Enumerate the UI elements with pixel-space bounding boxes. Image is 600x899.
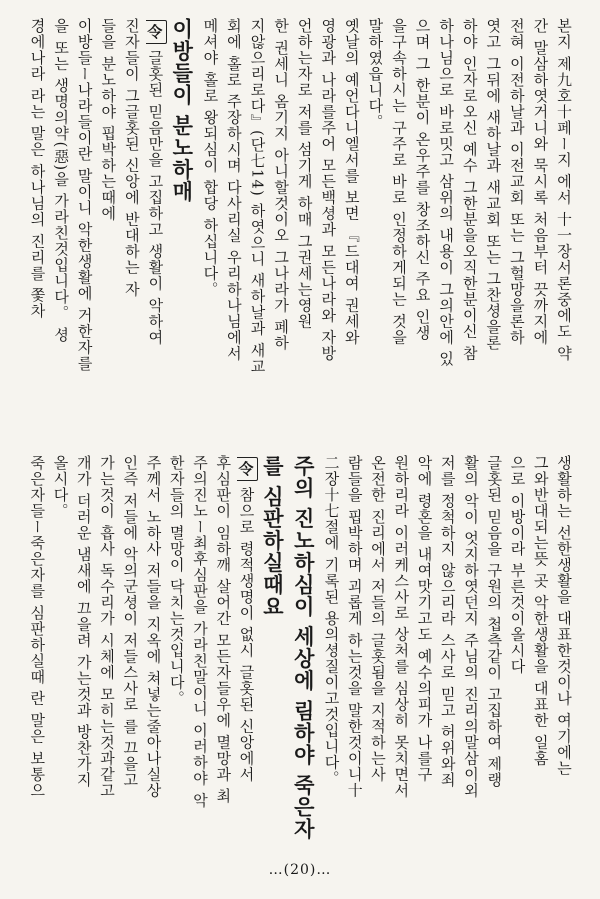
text-column bbox=[554, 18, 576, 414]
text-column bbox=[508, 455, 529, 855]
column-text: 옛날의 예언다니엘서를 보면 『드대여 권세와 bbox=[342, 18, 361, 346]
text-column bbox=[460, 18, 482, 414]
note-symbol-icon: 令 bbox=[237, 457, 258, 481]
text-column bbox=[28, 455, 49, 855]
column-text: 이방들ー나라들이란 말이니 악한생활에 거한자를 bbox=[75, 18, 94, 372]
column-text: 글홋된 믿음을 구원의 첩측같이 고집하여 제랭 bbox=[485, 455, 504, 788]
text-column bbox=[439, 455, 460, 855]
text-column bbox=[75, 18, 97, 414]
text-column bbox=[369, 455, 390, 855]
column-text: 를 심판하실때요 bbox=[260, 455, 286, 618]
column-text: 가는것이 흡사 독수리가 시체에 모히는것과같고 bbox=[97, 455, 116, 799]
text-column bbox=[437, 18, 459, 414]
text-column bbox=[295, 18, 317, 414]
text-column bbox=[531, 18, 553, 414]
column-text: 주의진노ー최후심판을 가라친말이니 이러하야 악 bbox=[190, 455, 209, 809]
text-column bbox=[462, 455, 483, 855]
text-column bbox=[52, 18, 74, 414]
column-text: 영광과 나라를주어 모든백셩과 모든나라와 자방 bbox=[319, 18, 338, 362]
text-column bbox=[342, 18, 364, 414]
text-column bbox=[484, 18, 506, 414]
column-text: 을구속하시는 구주로 바로 인정하게되는 것을 bbox=[389, 18, 408, 346]
column-text: 하야 인자로오신 예수 그한분을오직한분이신 참 bbox=[460, 18, 479, 362]
column-text: 주께서 노하사 저들을 지옥에 쳐넣는줄아나실상 bbox=[144, 455, 163, 799]
text-column bbox=[121, 455, 142, 855]
text-column bbox=[392, 455, 413, 855]
text-column bbox=[51, 455, 72, 855]
text-column bbox=[346, 455, 367, 855]
text-column bbox=[214, 455, 235, 855]
text-column bbox=[389, 18, 411, 414]
note-symbol-icon: 令 bbox=[146, 20, 168, 44]
text-column bbox=[413, 18, 435, 414]
text-column bbox=[201, 18, 223, 414]
column-text: 람들을 핍박하며 괴롭게 하는것을 말한것이니十 bbox=[345, 455, 364, 799]
column-text: 한 권세니 옴기지 아니할것이오 그나라가 페하 bbox=[272, 18, 291, 351]
text-column bbox=[507, 18, 529, 414]
text-column bbox=[248, 18, 270, 414]
text-column bbox=[28, 18, 50, 414]
column-text: 본지 제九호十페ー지 에서 十一장서론중에도 약 bbox=[555, 18, 573, 362]
column-text: 메셔야 홀로 왕되심이 합당 하십니다。 bbox=[201, 18, 220, 298]
column-text: 언하는자로 저를 섬기게 하매 그권세는영원 bbox=[295, 18, 314, 330]
column-text: 저를 정척하지 않으리라 스사로 믿고 허위와죄 bbox=[438, 455, 457, 788]
column-text: 엿고 그뒤에 새하날과 새교회 또는 그찬셩을론 bbox=[484, 18, 503, 351]
text-column bbox=[555, 455, 576, 855]
section-heading bbox=[260, 455, 289, 855]
column-text: 경에나라 라는 말은 하나님의 진리를 쫓차 bbox=[28, 18, 47, 319]
column-text: 글홋된 믿음만을 고집하고 생활이 악하여 bbox=[146, 50, 165, 346]
column-text: 二장十七절에 기록된 용의셩질이고것입니다。 bbox=[322, 455, 341, 787]
column-text: 을 또는 생명의약(惡)을 가라친것입니다。 셩 bbox=[52, 18, 71, 343]
column-text: 죽은자들ー죽은자를 심판하실때 란 말은 보통으 bbox=[28, 455, 47, 799]
text-column bbox=[144, 455, 165, 855]
upper-text-block bbox=[28, 18, 576, 414]
text-column bbox=[74, 455, 95, 855]
text-column bbox=[271, 18, 293, 414]
text-column bbox=[532, 455, 553, 855]
column-text: 회에 홀로 주장하시며 다사리실 우리하나님에서 bbox=[224, 18, 243, 362]
text-column bbox=[191, 455, 212, 855]
column-text: 그와반대되는뜻 곳 악한생활을 대표한 일홈 bbox=[531, 455, 550, 767]
column-text: 으로 이방이라 부른것이올시다 bbox=[508, 455, 527, 675]
text-column bbox=[167, 455, 188, 855]
column-text: 하나님으로 바로밋고 삼위의 내용이 그의안에 있 bbox=[437, 18, 456, 367]
page-number: …(20)… bbox=[268, 862, 332, 878]
text-column bbox=[224, 18, 246, 414]
section-heading bbox=[169, 18, 198, 414]
column-text: 참으로 령적생명이 없시 글홋된 신앙에서 bbox=[237, 487, 256, 783]
column-text: 진자들이 그글홋된 신앙에 반대하는 자 bbox=[122, 18, 141, 298]
column-text: 으며 그 한분이 온우주를 창조하신 주요 인생 bbox=[413, 18, 432, 341]
column-text: 인즉 저들에 악의군셩이 저들스사로 를 끄을고 bbox=[121, 455, 140, 788]
column-text: 생활하는 선한생활을 대표한것이나 여기에는 bbox=[555, 455, 573, 777]
text-column bbox=[485, 455, 506, 855]
text-column bbox=[122, 18, 144, 414]
text-column bbox=[366, 18, 388, 414]
column-text: 주의 진노하심이 세상에 림하야 죽은자 bbox=[291, 455, 317, 841]
column-text: 후심판이 임하깨 살어간 모든자들우에 멸망과 최 bbox=[214, 455, 233, 804]
column-text: 한자들의 멸망이 닥치는것입니다。 bbox=[167, 455, 186, 707]
text-column bbox=[237, 455, 258, 855]
column-text: 원하리라 이러케스사로 상처를 심상히 못치면서 bbox=[392, 455, 411, 799]
text-column bbox=[99, 18, 121, 414]
text-column bbox=[319, 18, 341, 414]
text-column bbox=[322, 455, 343, 855]
column-text: 간 말삼하엿거니와 묵시록 처음부터 끗까지에 bbox=[531, 18, 550, 346]
column-text: 올시다。 bbox=[51, 455, 70, 519]
text-column bbox=[146, 18, 168, 414]
lower-text-block bbox=[28, 455, 576, 855]
column-text: 전혀 이전하날과 이전교회 또는 그헐망을론하 bbox=[507, 18, 526, 346]
text-column bbox=[98, 455, 119, 855]
column-text: 들을 분노하야 핍박하는때에 bbox=[99, 18, 118, 222]
text-column bbox=[415, 455, 436, 855]
column-text: 악에 령혼을 내여맛기고도 예수의피가 나를구 bbox=[415, 455, 434, 783]
section-heading bbox=[291, 455, 320, 855]
column-text: 온전한 진리에서 저들의 글홋됨을 지적하는사 bbox=[369, 455, 387, 783]
column-text: 말하였읍니다。 bbox=[366, 18, 385, 130]
column-text: 지않으리로다』(단七14) 하엿으니 새하날과 새교 bbox=[248, 18, 267, 375]
column-text: 활의 악이 엇지하엿던지 주님의 진리의말삼이외 bbox=[462, 455, 480, 799]
column-text: 개가 더러운 냄새에 끄을려 가는것과 방찬가지 bbox=[74, 455, 93, 788]
column-text: 이방들이 분노하매 bbox=[169, 18, 195, 203]
